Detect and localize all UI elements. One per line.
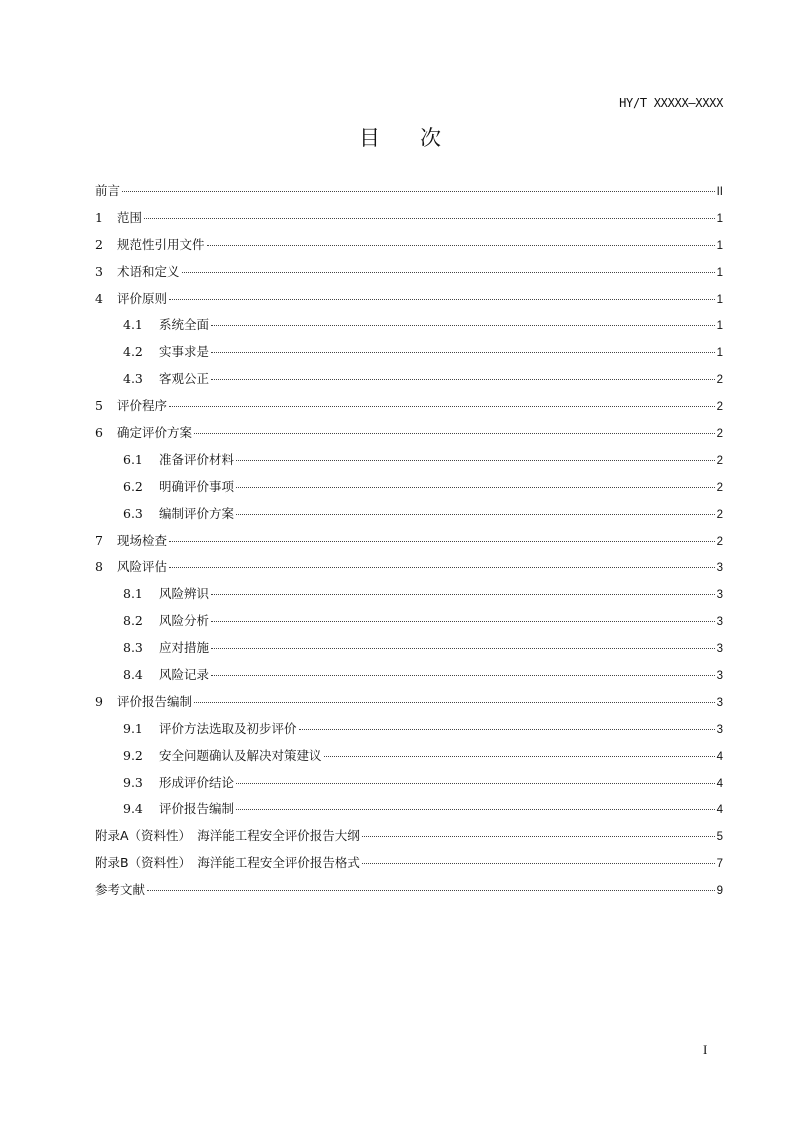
toc-entry[interactable] xyxy=(95,289,723,316)
toc-entry[interactable] xyxy=(95,531,723,558)
toc-entry-page: 1 xyxy=(716,266,723,279)
dot-leader xyxy=(169,541,715,542)
toc-entry-title: 评价方法选取及初步评价 xyxy=(159,720,297,736)
toc-entry[interactable] xyxy=(95,584,723,611)
toc-entry[interactable] xyxy=(95,557,723,584)
dot-leader xyxy=(362,863,715,864)
toc-entry[interactable] xyxy=(95,477,723,504)
toc-entry[interactable] xyxy=(95,396,723,423)
dot-leader xyxy=(211,352,715,353)
toc-entry-page: 3 xyxy=(716,723,723,736)
dot-leader xyxy=(236,809,715,810)
toc-entry-title: 风险分析 xyxy=(159,613,210,629)
toc-entry-page: 4 xyxy=(716,777,723,790)
toc-entry-title: 风险评估 xyxy=(117,559,168,575)
dot-leader xyxy=(211,594,715,595)
toc-entry-title: 应对措施 xyxy=(159,640,210,656)
dot-leader xyxy=(169,406,715,407)
toc-entry-number: 7 xyxy=(95,532,103,548)
toc-entry-number: 6.1 xyxy=(123,451,143,467)
dot-leader xyxy=(299,729,715,730)
dot-leader xyxy=(211,325,715,326)
toc-entry[interactable] xyxy=(95,315,723,342)
toc-entry-page: 2 xyxy=(716,481,723,494)
toc-entry-number: 3 xyxy=(95,263,103,279)
toc-entry-page: 2 xyxy=(716,508,723,521)
dot-leader xyxy=(324,756,715,757)
toc-entry[interactable] xyxy=(95,235,723,262)
toc-entry-page: 1 xyxy=(716,320,723,333)
toc-entry-title: 准备评价材料 xyxy=(159,451,235,467)
toc-entry-page: 2 xyxy=(716,535,723,548)
toc-entry-title: 安全问题确认及解决对策建议 xyxy=(159,747,322,763)
toc-entry-number: 6.2 xyxy=(123,478,143,494)
dot-leader xyxy=(211,621,715,622)
toc-entry[interactable] xyxy=(95,799,723,826)
toc-entry-page: 1 xyxy=(716,347,723,360)
toc-entry-number: 8.1 xyxy=(123,586,143,602)
toc-entry-number: 8.3 xyxy=(123,640,143,656)
toc-entry-number: 9.1 xyxy=(123,720,143,736)
toc-entry[interactable] xyxy=(95,638,723,665)
standard-number: HY/T XXXXX—XXXX xyxy=(619,96,723,110)
dot-leader xyxy=(182,272,715,273)
toc-entry[interactable] xyxy=(95,719,723,746)
toc-entry-number: 9.3 xyxy=(123,774,143,790)
toc-entry[interactable] xyxy=(95,342,723,369)
toc-entry-number: 4 xyxy=(95,290,103,306)
toc-entry-title: 评价报告编制 xyxy=(117,693,193,709)
toc-entry[interactable] xyxy=(95,450,723,477)
toc-entry-page: 5 xyxy=(716,831,723,844)
dot-leader xyxy=(169,567,715,568)
toc-entry-title: 评价原则 xyxy=(117,290,168,306)
toc-entry-title: 参考文献 xyxy=(95,882,146,898)
dot-leader xyxy=(211,675,715,676)
toc-entry-page: 3 xyxy=(716,696,723,709)
toc-entry-page: 3 xyxy=(716,643,723,656)
toc-entry[interactable] xyxy=(95,181,723,208)
toc-entry-page: 7 xyxy=(716,858,723,871)
toc-entry-page: 3 xyxy=(716,616,723,629)
toc-entry-number: 6.3 xyxy=(123,505,143,521)
toc-entry-number: 4.1 xyxy=(123,317,143,333)
toc-entry-title: 现场检查 xyxy=(117,532,168,548)
toc-entry[interactable] xyxy=(95,746,723,773)
toc-entry-title: 评价报告编制 xyxy=(159,801,235,817)
toc-entry-number: 2 xyxy=(95,236,103,252)
toc-entry-page: 9 xyxy=(716,885,723,898)
toc-entry[interactable] xyxy=(95,665,723,692)
toc-entry-page: 1 xyxy=(716,239,723,252)
toc-entry-page: 3 xyxy=(716,562,723,575)
toc-entry-title: 范围 xyxy=(117,209,143,225)
toc-entry-title: 实事求是 xyxy=(159,344,210,360)
toc-entry-title: 规范性引用文件 xyxy=(117,236,205,252)
dot-leader xyxy=(122,191,715,192)
dot-leader xyxy=(194,702,715,703)
toc-entry-title: 形成评价结论 xyxy=(159,774,235,790)
dot-leader xyxy=(144,218,715,219)
toc-entry[interactable] xyxy=(95,423,723,450)
toc-entry-page: 1 xyxy=(716,212,723,225)
toc-entry-title: 客观公正 xyxy=(159,371,210,387)
toc-entry-number: 9 xyxy=(95,693,103,709)
toc-entry-title: 编制评价方案 xyxy=(159,505,235,521)
toc-entry-number: 9.4 xyxy=(123,801,143,817)
toc-entry-page: 2 xyxy=(716,374,723,387)
toc-entry[interactable] xyxy=(95,369,723,396)
toc-entry-number: 4.2 xyxy=(123,344,143,360)
toc-entry-number: 4.3 xyxy=(123,371,143,387)
toc-entry-page: 2 xyxy=(716,401,723,414)
toc-entry-page: 1 xyxy=(716,293,723,306)
page-title xyxy=(0,122,800,152)
dot-leader xyxy=(207,245,715,246)
dot-leader xyxy=(236,487,715,488)
toc-entry-page: 2 xyxy=(716,454,723,467)
toc-entry[interactable] xyxy=(95,208,723,235)
toc-entry-title: 附录A（资料性） 海洋能工程安全评价报告大纲 xyxy=(95,828,360,844)
toc-entry-number: 8.4 xyxy=(123,667,143,683)
toc-entry-page: 3 xyxy=(716,670,723,683)
dot-leader xyxy=(236,514,715,515)
toc-entry[interactable] xyxy=(95,611,723,638)
dot-leader xyxy=(362,836,715,837)
toc-entry-page: 3 xyxy=(716,589,723,602)
toc-entry-number: 9.2 xyxy=(123,747,143,763)
dot-leader xyxy=(147,890,715,891)
dot-leader xyxy=(194,433,715,434)
toc-entry-number: 8 xyxy=(95,559,103,575)
toc-entry[interactable] xyxy=(95,826,723,853)
toc-entry[interactable] xyxy=(95,880,723,907)
toc-entry-number: 6 xyxy=(95,425,103,441)
toc-entry-number: 5 xyxy=(95,398,103,414)
title-char: 次 xyxy=(420,126,441,150)
toc-entry-title: 确定评价方案 xyxy=(117,425,193,441)
toc-entry-number: 8.2 xyxy=(123,613,143,629)
dot-leader xyxy=(236,460,715,461)
toc-entry-page: 4 xyxy=(716,804,723,817)
toc-entry[interactable] xyxy=(95,504,723,531)
toc-entry-title: 明确评价事项 xyxy=(159,478,235,494)
toc-entry-title: 前言 xyxy=(95,183,121,198)
toc-entry-page: II xyxy=(716,186,723,198)
toc-entry[interactable] xyxy=(95,853,723,880)
toc-entry-title: 风险辨识 xyxy=(159,586,210,602)
toc-entry-number: 1 xyxy=(95,209,103,225)
dot-leader xyxy=(236,783,715,784)
toc-entry[interactable] xyxy=(95,692,723,719)
dot-leader xyxy=(169,299,715,300)
table-of-contents xyxy=(95,181,723,907)
toc-entry-title: 术语和定义 xyxy=(117,263,180,279)
title-char: 目 xyxy=(359,126,380,150)
toc-entry-title: 系统全面 xyxy=(159,317,210,333)
dot-leader xyxy=(211,379,715,380)
toc-entry[interactable] xyxy=(95,773,723,800)
toc-entry-page: 4 xyxy=(716,750,723,763)
toc-entry-page: 2 xyxy=(716,428,723,441)
toc-entry-title: 附录B（资料性） 海洋能工程安全评价报告格式 xyxy=(95,855,360,871)
page-number: I xyxy=(703,1042,708,1057)
toc-entry[interactable] xyxy=(95,262,723,289)
toc-entry-title: 风险记录 xyxy=(159,667,210,683)
toc-entry-title: 评价程序 xyxy=(117,398,168,414)
dot-leader xyxy=(211,648,715,649)
